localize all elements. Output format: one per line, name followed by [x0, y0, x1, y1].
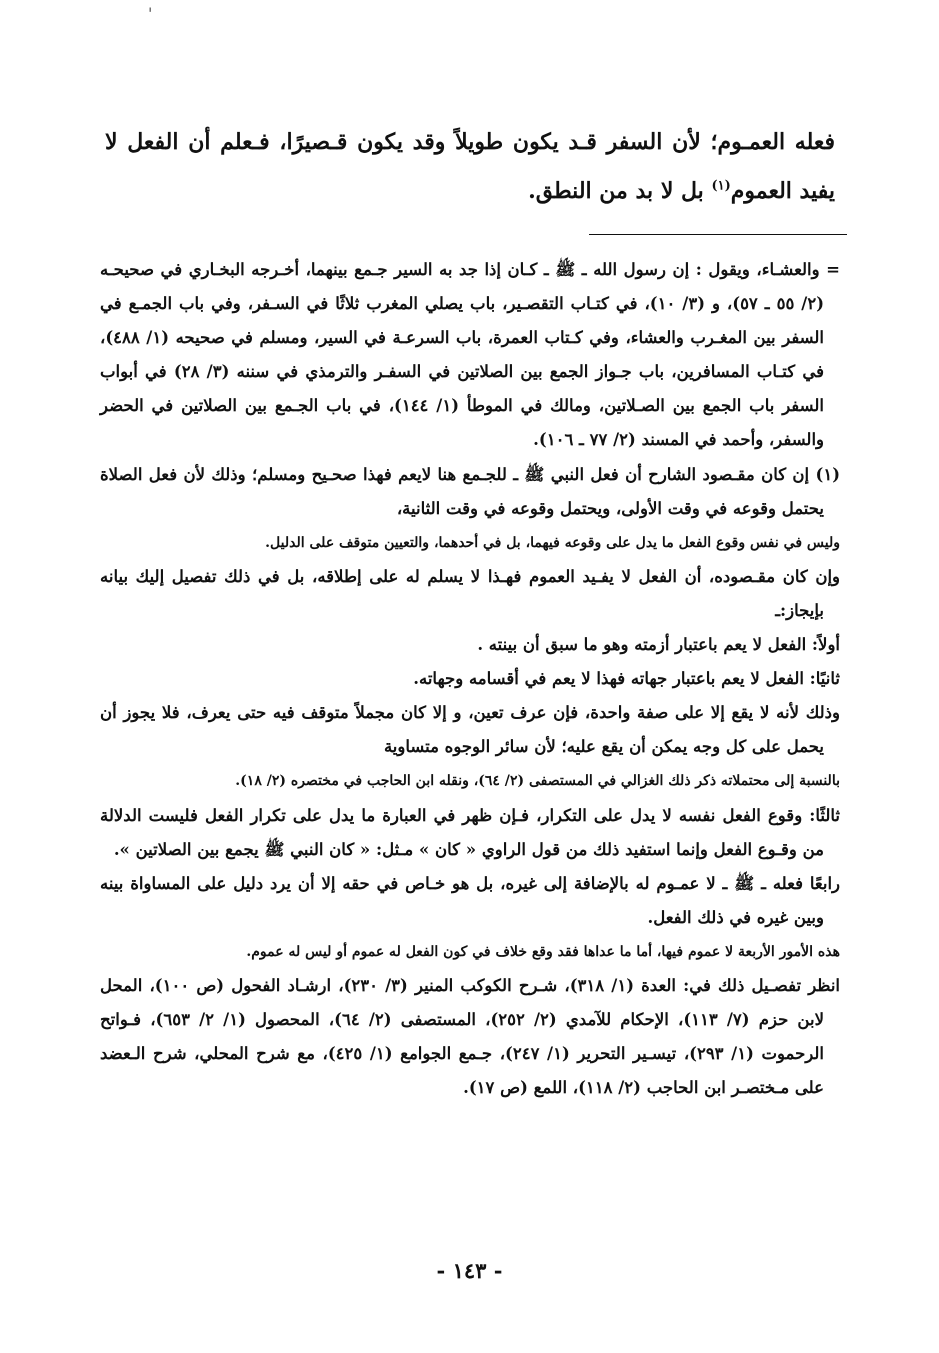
footnote-line: بالنسبة إلى محتملاته ذكر ذلك الغزالي في المستصفى (٢/ ٦٤)، ونقله ابن الحاجب في مختصره (٢/ ١٨). [235, 773, 840, 790]
corner-mark: ' [148, 4, 153, 23]
footnote-ref-1: (١) [711, 178, 731, 194]
footnote-point-second: ثانيًا: الفعل لا يعم باعتبار جهاته فهذا لا يعم في أقسامه وجهاته. [413, 669, 840, 689]
main-text-part-1: فعله العمـوم؛ لأن السفر قـد يكون طويلاً وقد يكون قـصيرًا، فـعلم أن الفعل لا يفيد العموم [105, 129, 835, 204]
footnote-summary: هذه الأمور الأربعة لا عموم فيها، أما ما عداها فقد وقع خلاف في كون الفعل له عموم أو ليس له عموم. [246, 943, 840, 960]
footnote-1-paragraph: وإن كان مقـصوده، أن الفعل لا يفـيد العموم فهـذا لا يسلم له على إطلاقه، بل في ذلك تفصيل إليك بيانه بإيجاز:ـ [100, 566, 840, 620]
footnote-point-first: أولاً: الفعل لا يعم باعتبار أزمته وهو ما سبق أن بينته . [477, 635, 840, 655]
footnote-1-intro: (١) إن كان مقـصود الشارح أن فعل النبي ﷺ ـ للجـمع هنا لايعم فهذا صحـيح ومسلم؛ وذلك لأن فعل الصلاة يحتمل وقوعه في وقت الأولى، ويحتمل وقوعه في وقت الثانية، [100, 464, 840, 518]
footnote-references: انظر تفصـيل ذلك في: العدة (١/ ٣١٨)، شـرح الكوكب المنير (٣/ ٢٣٠)، ارشـاد الفحول (ص ١٠٠)، المحل لابن حزم (٧/ ١١٣)، الإحكام للآمدي (٢/ ٢٥٢)، المستصفى (٢/ ٦٤)، المحصول (١/ ٢/ ٦٥٣)، فـواتح الرحموت (١/ ٢٩٣)، تيسـير التحرير (١/ ٢٤٧)، جـمع الجوامع (١/ ٤٢٥)، مع شرح المحلي، شرح الـعضد على مـختصـر ابن الحاجب (٢/ ١١٨)، اللمع (ص ١٧). [100, 975, 841, 1098]
footnotes [100, 253, 840, 1105]
footnote-point-fourth: رابعًا فعله ـ ﷺ ـ لا عمـوم له بالإضافة إلى غيره، بل هو خـاص في حقه إلا أن يرد دليل على المساواة بينه وبين غيره في ذلك الفعل. [100, 873, 840, 927]
page-number: - ١٤٣ - [436, 1258, 503, 1283]
main-paragraph [105, 118, 835, 216]
footnote-1-line: وليس في نفس وقوع الفعل ما يدل على وقوعه فيهما، بل في أحدهما، والتعيين متوقف على الدليل. [265, 534, 840, 551]
main-text-part-2: بل لا بد من النطق. [528, 178, 712, 204]
footnote-continuation: = والعشـاء، ويقول : إن رسول الله ـ ﷺ ـ كـان إذا جد به السير جـمع بينهما، أخـرجه البخـاري في صحيحـه (٢/ ٥٥ ـ ٥٧)، و (٣/ ١٠)، في كتـاب التقصـير، باب يصلي المغرب ثلاثًا في السـفر، وفي باب الجمـع في السفر بين المغـرب والعشاء، وفي كـتاب العمرة، باب السرعـة في السير، ومسلم في صحيحه (١/ ٤٨٨)، في كتـاب المسافرين، باب جـواز الجمع بين الصلاتين في السفـر والترمذي في سننه (٣/ ٢٨) في أبواب السفر باب الجمع بين الصـلاتين، ومالك في الموطأ (١/ ١٤٤)، في باب الجـمع بين الصلاتين في الحضر والسفر، وأحمد في المسند (٢/ ٧٧ ـ ١٠٦). [100, 260, 840, 450]
footnote-separator [589, 234, 847, 235]
footnote-paragraph: وذلك لأنه لا يقع إلا على صفة واحدة، فإن عرف تعين، و إلا كان مجملاً متوقف فيه حتى يعرف، فلا يجوز أن يحمل على كل وجه يمكن أن يقع عليه؛ لأن سائر الوجوه متساوية [100, 703, 840, 757]
footnote-point-third: ثالثًا: وقوع الفعل نفسه لا يدل على التكرار، فـإن ظهر في العبارة ما يدل على تكرار الفعل فليست الدلالة من وقـوع الفعل وإنما استفيد ذلك من قول الراوي « كان » مـثل: « كان النبي ﷺ يجمع بين الصلاتين ». [100, 805, 840, 859]
